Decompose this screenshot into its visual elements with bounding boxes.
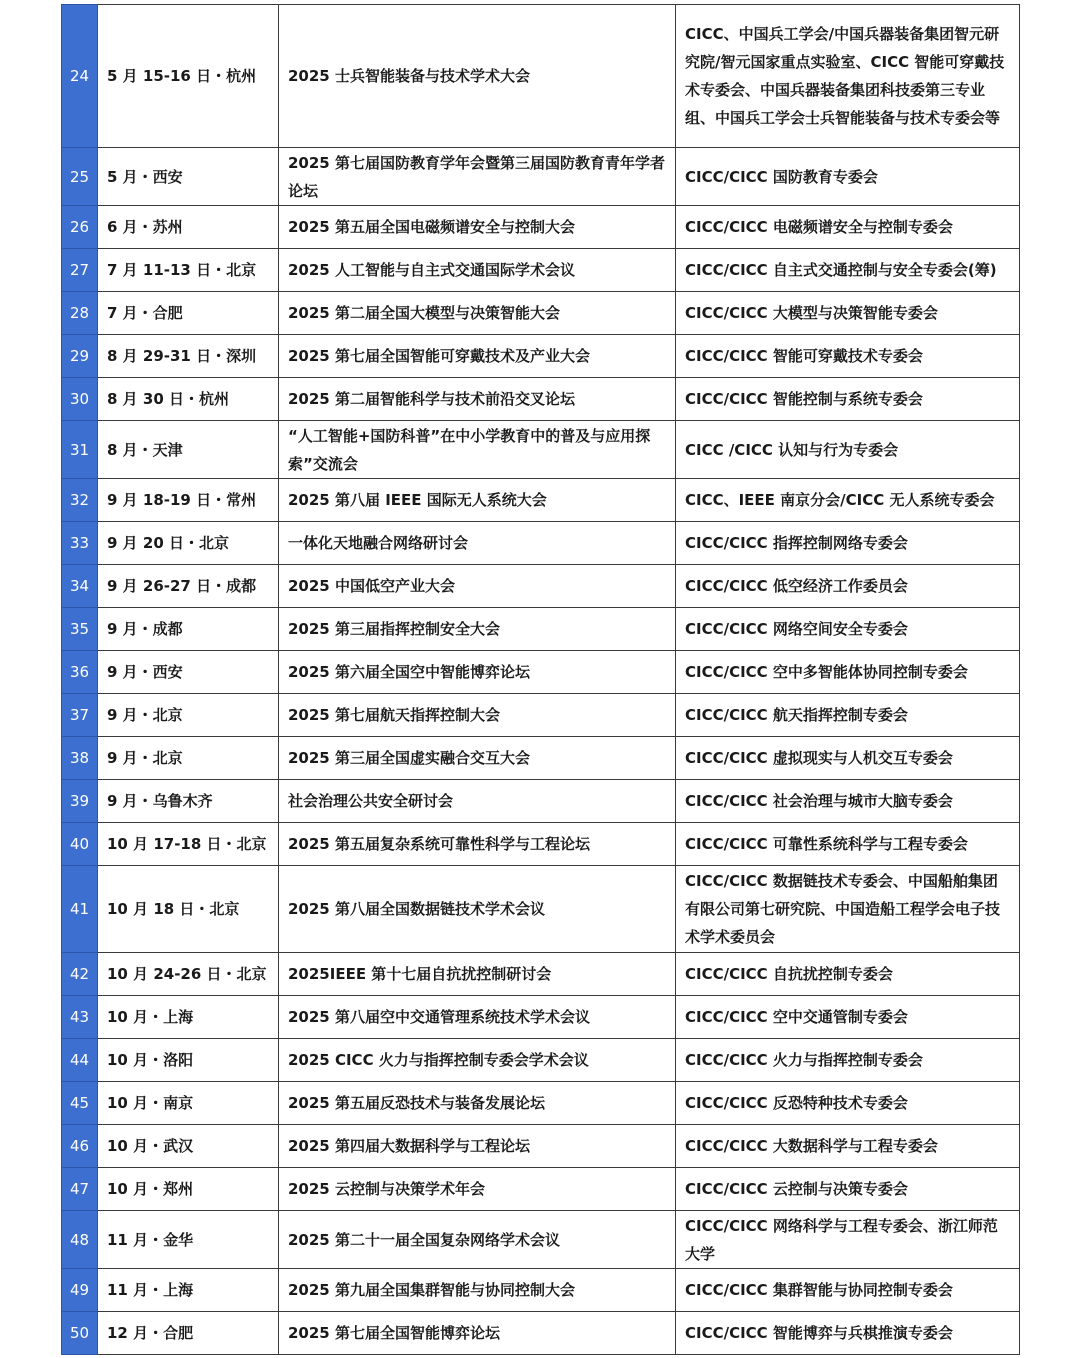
row-organizer: CICC/CICC 虚拟现实与人机交互专委会 (676, 737, 1020, 780)
row-date-location: 8 月 29-31 日・深圳 (98, 335, 279, 378)
row-date-location: 10 月・上海 (98, 996, 279, 1039)
row-organizer: CICC /CICC 认知与行为专委会 (676, 421, 1020, 479)
table-row (62, 565, 1020, 608)
row-number: 29 (62, 335, 98, 378)
row-date-location: 6 月・苏州 (98, 206, 279, 249)
table-row (62, 780, 1020, 823)
row-date-location: 8 月 30 日・杭州 (98, 378, 279, 421)
row-conference-name: 2025 第七届全国智能可穿戴技术及产业大会 (279, 335, 676, 378)
row-number: 27 (62, 249, 98, 292)
row-conference-name: 2025 CICC 火力与指挥控制专委会学术会议 (279, 1039, 676, 1082)
row-conference-name: 2025 第三届全国虚实融合交互大会 (279, 737, 676, 780)
row-date-location: 8 月・天津 (98, 421, 279, 479)
row-number: 41 (62, 866, 98, 953)
row-date-location: 10 月・洛阳 (98, 1039, 279, 1082)
row-organizer: CICC、IEEE 南京分会/CICC 无人系统专委会 (676, 479, 1020, 522)
row-organizer: CICC/CICC 电磁频谱安全与控制专委会 (676, 206, 1020, 249)
row-date-location: 9 月・北京 (98, 737, 279, 780)
row-conference-name: 2025 第五届全国电磁频谱安全与控制大会 (279, 206, 676, 249)
table-row (62, 1269, 1020, 1312)
row-conference-name: 2025 士兵智能装备与技术学术大会 (279, 5, 676, 148)
row-number: 44 (62, 1039, 98, 1082)
row-date-location: 9 月・乌鲁木齐 (98, 780, 279, 823)
table-row (62, 608, 1020, 651)
row-organizer: CICC/CICC 火力与指挥控制专委会 (676, 1039, 1020, 1082)
table-row (62, 1211, 1020, 1269)
row-date-location: 9 月 20 日・北京 (98, 522, 279, 565)
table-row (62, 1039, 1020, 1082)
row-number: 39 (62, 780, 98, 823)
conference-schedule-container (61, 4, 1019, 1355)
row-organizer: CICC/CICC 云控制与决策专委会 (676, 1168, 1020, 1211)
row-conference-name: 2025 第二届全国大模型与决策智能大会 (279, 292, 676, 335)
row-organizer: CICC/CICC 大数据科学与工程专委会 (676, 1125, 1020, 1168)
row-organizer: CICC/CICC 低空经济工作委员会 (676, 565, 1020, 608)
row-organizer: CICC/CICC 网络科学与工程专委会、浙江师范大学 (676, 1211, 1020, 1269)
table-row (62, 1082, 1020, 1125)
row-date-location: 10 月 24-26 日・北京 (98, 953, 279, 996)
row-conference-name: 2025 第四届大数据科学与工程论坛 (279, 1125, 676, 1168)
row-conference-name: “人工智能+国防科普”在中小学教育中的普及与应用探索”交流会 (279, 421, 676, 479)
row-conference-name: 2025 第三届指挥控制安全大会 (279, 608, 676, 651)
row-date-location: 10 月・郑州 (98, 1168, 279, 1211)
row-number: 37 (62, 694, 98, 737)
row-number: 45 (62, 1082, 98, 1125)
row-date-location: 11 月・金华 (98, 1211, 279, 1269)
table-row (62, 5, 1020, 148)
row-number: 24 (62, 5, 98, 148)
row-organizer: CICC/CICC 智能可穿戴技术专委会 (676, 335, 1020, 378)
row-conference-name: 一体化天地融合网络研讨会 (279, 522, 676, 565)
row-conference-name: 2025 第二十一届全国复杂网络学术会议 (279, 1211, 676, 1269)
row-number: 42 (62, 953, 98, 996)
table-row (62, 249, 1020, 292)
table-row (62, 479, 1020, 522)
row-conference-name: 2025 第五届反恐技术与装备发展论坛 (279, 1082, 676, 1125)
row-date-location: 7 月 11-13 日・北京 (98, 249, 279, 292)
table-row (62, 292, 1020, 335)
row-date-location: 10 月・武汉 (98, 1125, 279, 1168)
row-date-location: 9 月・西安 (98, 651, 279, 694)
row-number: 40 (62, 823, 98, 866)
row-number: 32 (62, 479, 98, 522)
row-organizer: CICC/CICC 空中交通管制专委会 (676, 996, 1020, 1039)
table-row (62, 866, 1020, 953)
row-organizer: CICC/CICC 网络空间安全专委会 (676, 608, 1020, 651)
row-number: 47 (62, 1168, 98, 1211)
row-number: 34 (62, 565, 98, 608)
row-date-location: 10 月 18 日・北京 (98, 866, 279, 953)
row-number: 26 (62, 206, 98, 249)
table-row (62, 953, 1020, 996)
row-conference-name: 2025 中国低空产业大会 (279, 565, 676, 608)
row-conference-name: 2025 第六届全国空中智能博弈论坛 (279, 651, 676, 694)
row-number: 28 (62, 292, 98, 335)
row-number: 38 (62, 737, 98, 780)
row-date-location: 9 月・成都 (98, 608, 279, 651)
row-organizer: CICC/CICC 指挥控制网络专委会 (676, 522, 1020, 565)
table-row (62, 206, 1020, 249)
row-conference-name: 2025 第五届复杂系统可靠性科学与工程论坛 (279, 823, 676, 866)
row-conference-name: 2025 第八届 IEEE 国际无人系统大会 (279, 479, 676, 522)
row-organizer: CICC/CICC 反恐特种技术专委会 (676, 1082, 1020, 1125)
row-organizer: CICC/CICC 航天指挥控制专委会 (676, 694, 1020, 737)
table-row (62, 1312, 1020, 1355)
row-date-location: 9 月 26-27 日・成都 (98, 565, 279, 608)
row-date-location: 5 月・西安 (98, 148, 279, 206)
table-row (62, 996, 1020, 1039)
row-conference-name: 2025 第八届全国数据链技术学术会议 (279, 866, 676, 953)
row-organizer: CICC/CICC 智能控制与系统专委会 (676, 378, 1020, 421)
row-number: 36 (62, 651, 98, 694)
table-row (62, 335, 1020, 378)
row-number: 33 (62, 522, 98, 565)
table-row (62, 522, 1020, 565)
table-row (62, 651, 1020, 694)
row-conference-name: 2025 人工智能与自主式交通国际学术会议 (279, 249, 676, 292)
table-row (62, 737, 1020, 780)
row-number: 30 (62, 378, 98, 421)
row-organizer: CICC、中国兵工学会/中国兵器装备集团智元研究院/智元国家重点实验室、CICC 智能可穿戴技术专委会、中国兵器装备集团科技委第三专业组、中国兵工学会士兵智能装备与技术专委会等 (676, 5, 1020, 148)
row-conference-name: 2025 第二届智能科学与技术前沿交叉论坛 (279, 378, 676, 421)
row-number: 25 (62, 148, 98, 206)
conference-schedule-body (62, 5, 1020, 1355)
table-row (62, 1168, 1020, 1211)
row-conference-name: 2025 第七届国防教育学年会暨第三届国防教育青年学者论坛 (279, 148, 676, 206)
row-conference-name: 2025IEEE 第十七届自抗扰控制研讨会 (279, 953, 676, 996)
row-conference-name: 2025 第七届全国智能博弈论坛 (279, 1312, 676, 1355)
row-conference-name: 2025 云控制与决策学术年会 (279, 1168, 676, 1211)
table-row (62, 421, 1020, 479)
table-row (62, 1125, 1020, 1168)
row-date-location: 12 月・合肥 (98, 1312, 279, 1355)
row-date-location: 5 月 15-16 日・杭州 (98, 5, 279, 148)
row-organizer: CICC/CICC 国防教育专委会 (676, 148, 1020, 206)
row-number: 35 (62, 608, 98, 651)
row-organizer: CICC/CICC 自抗扰控制专委会 (676, 953, 1020, 996)
row-organizer: CICC/CICC 自主式交通控制与安全专委会(筹) (676, 249, 1020, 292)
row-organizer: CICC/CICC 社会治理与城市大脑专委会 (676, 780, 1020, 823)
row-date-location: 10 月 17-18 日・北京 (98, 823, 279, 866)
row-number: 48 (62, 1211, 98, 1269)
row-conference-name: 2025 第九届全国集群智能与协同控制大会 (279, 1269, 676, 1312)
table-row (62, 378, 1020, 421)
row-organizer: CICC/CICC 数据链技术专委会、中国船舶集团有限公司第七研究院、中国造船工程学会电子技术学术委员会 (676, 866, 1020, 953)
table-row (62, 823, 1020, 866)
table-row (62, 694, 1020, 737)
row-number: 46 (62, 1125, 98, 1168)
row-date-location: 9 月・北京 (98, 694, 279, 737)
row-date-location: 10 月・南京 (98, 1082, 279, 1125)
row-number: 50 (62, 1312, 98, 1355)
row-date-location: 7 月・合肥 (98, 292, 279, 335)
row-date-location: 11 月・上海 (98, 1269, 279, 1312)
row-conference-name: 社会治理公共安全研讨会 (279, 780, 676, 823)
table-row (62, 148, 1020, 206)
row-organizer: CICC/CICC 空中多智能体协同控制专委会 (676, 651, 1020, 694)
row-organizer: CICC/CICC 可靠性系统科学与工程专委会 (676, 823, 1020, 866)
row-conference-name: 2025 第八届空中交通管理系统技术学术会议 (279, 996, 676, 1039)
row-number: 43 (62, 996, 98, 1039)
row-organizer: CICC/CICC 集群智能与协同控制专委会 (676, 1269, 1020, 1312)
row-conference-name: 2025 第七届航天指挥控制大会 (279, 694, 676, 737)
row-date-location: 9 月 18-19 日・常州 (98, 479, 279, 522)
row-number: 49 (62, 1269, 98, 1312)
row-number: 31 (62, 421, 98, 479)
row-organizer: CICC/CICC 智能博弈与兵棋推演专委会 (676, 1312, 1020, 1355)
conference-schedule-table (61, 4, 1020, 1355)
row-organizer: CICC/CICC 大模型与决策智能专委会 (676, 292, 1020, 335)
